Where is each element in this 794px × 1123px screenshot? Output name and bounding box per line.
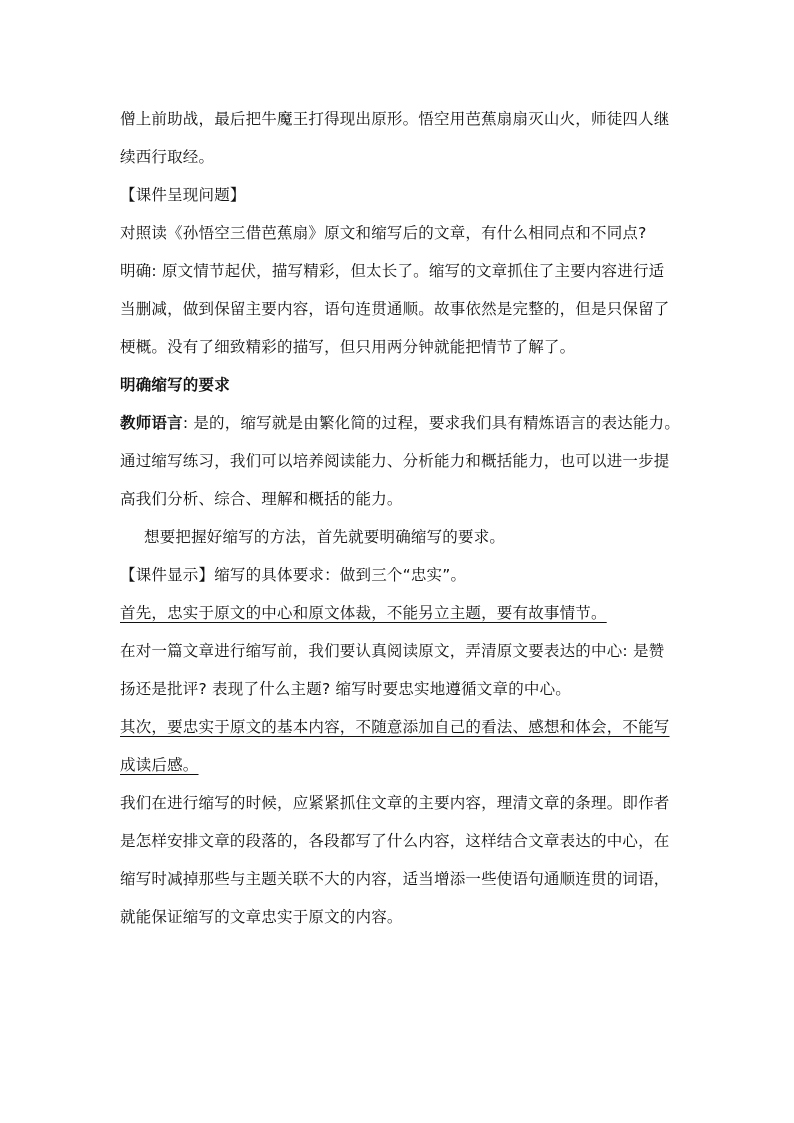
paragraph-line: 高我们分析、综合、理解和概括的能力。 <box>120 490 403 508</box>
paragraph-line: 就能保证缩写的文章忠实于原文的内容。 <box>120 908 403 926</box>
paragraph-line: 续西行取经。 <box>120 148 215 166</box>
section-label: 【课件呈现问题】 <box>120 186 246 204</box>
requirement-line: 其次，要忠实于原文的基本内容，不随意添加自己的看法、感想和体会，不能写 <box>120 718 670 736</box>
requirement-line: 首先，忠实于原文的中心和原文体裁，不能另立主题，要有故事情节。 <box>120 604 607 622</box>
section-heading: 明确缩写的要求 <box>120 376 230 394</box>
paragraph-line: 我们在进行缩写的时候，应紧紧抓住文章的主要内容，理清文章的条理。即作者 <box>120 794 670 812</box>
teacher-speech-line <box>120 404 680 442</box>
document-page <box>120 100 680 936</box>
paragraph-line: 是怎样安排文章的段落的，各段都写了什么内容，这样结合文章表达的中心，在 <box>120 832 670 850</box>
section-label: 【课件显示】缩写的具体要求：做到三个“忠实”。 <box>120 566 467 584</box>
paragraph-line: 扬还是批评? 表现了什么主题? 缩写时要忠实地遵循文章的中心。 <box>120 680 572 698</box>
paragraph-line: 在对一篇文章进行缩写前，我们要认真阅读原文，弄清原文要表达的中心: 是赞 <box>120 642 665 660</box>
question-line: 对照读《孙悟空三借芭蕉扇》原文和缩写后的文章，有什么相同点和不同点? <box>120 224 647 242</box>
answer-line: 明确: 原文情节起伏，描写精彩，但太长了。缩写的文章抓住了主要内容进行适 <box>120 262 665 280</box>
requirement-line: 成读后感。 <box>120 756 199 774</box>
answer-line: 梗概。没有了细致精彩的描写，但只用两分钟就能把情节了解了。 <box>120 338 576 356</box>
teacher-speech-text: : 是的，缩写就是由繁化简的过程，要求我们具有精炼语言的表达能力。 <box>182 414 681 432</box>
answer-line: 当删减，做到保留主要内容，语句连贯通顺。故事依然是完整的，但是只保留了 <box>120 300 670 318</box>
paragraph-line: 僧上前助战，最后把牛魔王打得现出原形。悟空用芭蕉扇扇灭山火，师徒四人继 <box>120 110 670 128</box>
paragraph-line: 通过缩写练习，我们可以培养阅读能力、分析能力和概括能力，也可以进一步提 <box>120 452 670 470</box>
paragraph-line: 缩写时减掉那些与主题关联不大的内容，适当增添一些使语句通顺连贯的词语， <box>120 870 670 888</box>
paragraph-line: 想要把握好缩写的方法，首先就要明确缩写的要求。 <box>144 528 506 546</box>
teacher-speech-label: 教师语言 <box>120 414 183 432</box>
